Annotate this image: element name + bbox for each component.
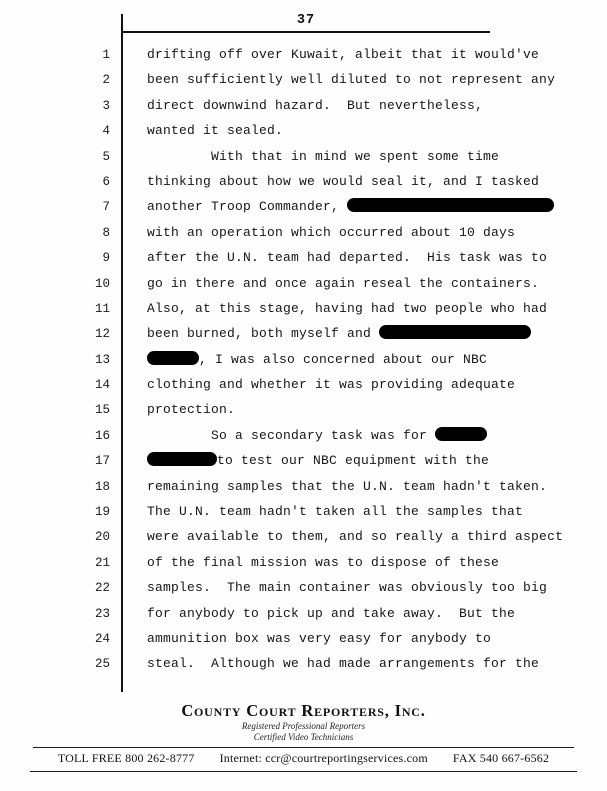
line-text: with an operation which occurred about 10 days bbox=[147, 224, 516, 240]
line-text: to test our NBC equipment with the bbox=[110, 448, 489, 473]
transcript-line bbox=[0, 296, 607, 321]
line-text: after the U.N. team had departed. His task was to bbox=[147, 250, 548, 266]
transcript-line bbox=[0, 194, 607, 219]
line-number: 19 bbox=[94, 505, 110, 520]
transcript-line bbox=[0, 524, 607, 549]
line-number: 12 bbox=[94, 327, 110, 342]
line-text: , I was also concerned about our NBC bbox=[110, 347, 487, 372]
redaction-bar bbox=[347, 198, 554, 212]
contact-line bbox=[0, 751, 607, 766]
line-number: 4 bbox=[102, 124, 110, 139]
line-number: 11 bbox=[94, 301, 110, 316]
line-text: steal. Although we had made arrangements for the bbox=[147, 656, 540, 672]
transcript-line bbox=[0, 271, 607, 296]
line-text: Also, at this stage, having had two people who had bbox=[147, 300, 548, 316]
line-text: The U.N. team hadn't taken all the samples that bbox=[147, 504, 524, 520]
line-text: thinking about how we would seal it, and I tasked bbox=[147, 173, 540, 189]
line-text: wanted it sealed. bbox=[147, 123, 284, 139]
line-number: 22 bbox=[94, 581, 110, 596]
line-number: 24 bbox=[94, 631, 110, 646]
header-rule bbox=[122, 31, 490, 33]
line-number: 21 bbox=[94, 555, 110, 570]
line-text: for anybody to pick up and take away. But the bbox=[147, 605, 516, 621]
line-number: 6 bbox=[102, 174, 110, 189]
transcript-line bbox=[0, 626, 607, 651]
transcript-line bbox=[0, 169, 607, 194]
line-text: So a secondary task was for bbox=[110, 423, 487, 448]
transcript-line bbox=[0, 220, 607, 245]
line-number: 9 bbox=[102, 251, 110, 266]
line-text: remaining samples that the U.N. team hadn't taken. bbox=[147, 478, 548, 494]
line-number: 18 bbox=[94, 479, 110, 494]
transcript-line bbox=[0, 575, 607, 600]
transcript-line bbox=[0, 144, 607, 169]
redaction-bar bbox=[435, 427, 487, 441]
line-number: 15 bbox=[94, 403, 110, 418]
line-number: 16 bbox=[94, 428, 110, 443]
transcript-line bbox=[0, 651, 607, 676]
footer-tagline-technicians: Certified Video Technicians bbox=[253, 732, 354, 742]
line-text: were available to them, and so really a third aspect bbox=[147, 529, 564, 545]
transcript-lines bbox=[0, 42, 607, 677]
transcript-line bbox=[0, 347, 607, 372]
line-number: 23 bbox=[94, 606, 110, 621]
transcript-line bbox=[0, 474, 607, 499]
line-number: 2 bbox=[102, 73, 110, 88]
transcript-line bbox=[0, 448, 607, 473]
page-number: 37 bbox=[296, 13, 316, 28]
transcript-line bbox=[0, 118, 607, 143]
line-text: clothing and whether it was providing adequate bbox=[147, 377, 516, 393]
line-number: 17 bbox=[94, 454, 110, 469]
line-text: ammunition box was very easy for anybody to bbox=[147, 630, 492, 646]
contact-rule-bottom bbox=[30, 771, 577, 772]
transcript-line bbox=[0, 93, 607, 118]
transcript-line bbox=[0, 67, 607, 92]
transcript-line bbox=[0, 397, 607, 422]
contact-rule-top bbox=[33, 747, 574, 748]
line-text: protection. bbox=[147, 402, 236, 418]
line-number: 10 bbox=[94, 276, 110, 291]
line-number: 14 bbox=[94, 378, 110, 393]
footer bbox=[0, 701, 607, 743]
line-text: been sufficiently well diluted to not represent any bbox=[147, 72, 556, 88]
transcript-line bbox=[0, 372, 607, 397]
line-number: 7 bbox=[102, 200, 110, 215]
line-text: been burned, both myself and bbox=[110, 321, 531, 346]
fax-number: FAX 540 667-6562 bbox=[452, 751, 550, 765]
transcript-line bbox=[0, 499, 607, 524]
transcript-line bbox=[0, 321, 607, 346]
footer-tagline-reporters: Registered Professional Reporters bbox=[241, 721, 366, 731]
line-text: another Troop Commander, bbox=[110, 194, 554, 219]
redaction-bar bbox=[147, 351, 199, 365]
line-number: 5 bbox=[102, 149, 110, 164]
toll-free-number: TOLL FREE 800 262-8777 bbox=[57, 751, 195, 765]
redaction-bar bbox=[147, 452, 217, 466]
line-number: 8 bbox=[102, 225, 110, 240]
transcript-line bbox=[0, 42, 607, 67]
line-text: drifting off over Kuwait, albeit that it would've bbox=[147, 47, 540, 62]
line-text: go in there and once again reseal the containers. bbox=[147, 275, 540, 291]
line-text: With that in mind we spent some time bbox=[147, 148, 500, 164]
line-number: 25 bbox=[94, 657, 110, 672]
line-text: direct downwind hazard. But nevertheless, bbox=[147, 97, 484, 113]
redaction-bar bbox=[379, 325, 531, 339]
line-number: 20 bbox=[94, 530, 110, 545]
line-number: 13 bbox=[94, 352, 110, 367]
transcript-line bbox=[0, 550, 607, 575]
company-name: County Court Reporters, Inc. bbox=[181, 701, 426, 720]
internet-email: Internet: ccr@courtreportingservices.com bbox=[219, 751, 428, 765]
line-text: of the final mission was to dispose of these bbox=[147, 554, 500, 570]
transcript-line bbox=[0, 423, 607, 448]
line-number: 3 bbox=[102, 98, 110, 113]
line-number: 1 bbox=[102, 48, 110, 62]
line-text: samples. The main container was obviously too big bbox=[147, 580, 548, 596]
transcript-line bbox=[0, 245, 607, 270]
transcript-line bbox=[0, 601, 607, 626]
